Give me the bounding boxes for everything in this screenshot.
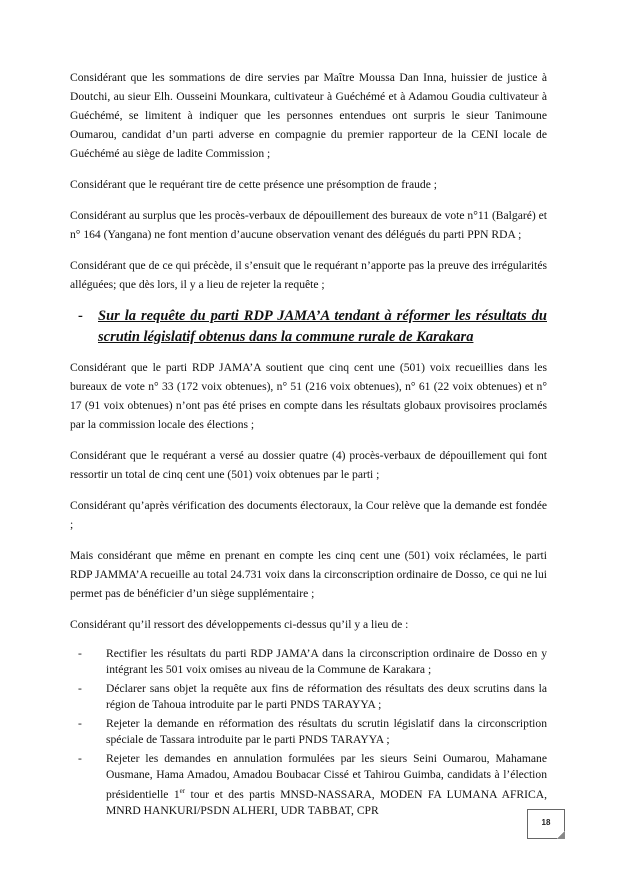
- list-item: [70, 751, 547, 819]
- list-item-text-after: tour et des partis MNSD-NASSARA, MODEN FA LUMANA AFRICA, MNRD HANKURI/PSDN ALHERI, UDR TABBAT, CPR: [106, 787, 547, 817]
- ordinal-superscript: er: [179, 787, 186, 795]
- paragraph-il-y-a-lieu: Considérant qu’il ressort des développements ci-dessus qu’il y a lieu de :: [70, 618, 409, 631]
- section-heading: [70, 306, 547, 348]
- list-item: [70, 681, 547, 713]
- paragraph-quatre-pv: Considérant que le requérant a versé au dossier quatre (4) procès-verbaux de dépouillement qui font ressortir un total de cinq cent une (501) voix obtenues par le parti ;: [70, 449, 547, 481]
- paragraph-demande-fondee: Considérant qu’après vérification des documents électoraux, la Cour relève que la demande est fondée ;: [70, 499, 547, 531]
- decision-list: [70, 646, 547, 819]
- heading-text: Sur la requête du parti RDP JAMA’A tendant à réformer les résultats du scrutin législatif obtenus dans la commune rurale de Karakara: [98, 308, 547, 345]
- list-item-text-before: Rejeter les demandes en annulation formulées par les sieurs Seini Oumarou, Mahamane Ousmane, Hama Amadou, Amadou Boubacar Cissé et Tahirou Guimba, candidats à l’élection présidentielle 1: [106, 752, 547, 801]
- list-item-text: Déclarer sans objet la requête aux fins de réformation des résultats des deux scrutins dans la région de Tahoua introduite par le parti PNDS TARAYYA ;: [106, 682, 547, 711]
- document-page: [70, 68, 547, 822]
- list-dash: -: [78, 717, 82, 730]
- page-number: 18: [527, 809, 565, 839]
- paragraph-rdp-soutient: Considérant que le parti RDP JAMA’A soutient que cinq cent une (501) voix recueillies dans les bureaux de vote n° 33 (172 voix obtenues), n° 51 (216 voix obtenues), n° 61 (22 voix obtenues) et n° 17 (91 voix obtenues) n’ont pas été prises en compte dans les résultats globaux provisoires proclamés par la commission locale des élections ;: [70, 361, 547, 431]
- paragraph-presomption: Considérant que le requérant tire de cette présence une présomption de fraude ;: [70, 178, 437, 191]
- paragraph-total-voix: Mais considérant que même en prenant en compte les cinq cent une (501) voix réclamées, le parti RDP JAMMA’A recueille au total 24.731 voix dans la circonscription ordinaire de Dosso, ce qui ne lui permet pas de bénéficier d’un siège supplémentaire ;: [70, 549, 547, 600]
- list-item-text: Rectifier les résultats du parti RDP JAMA’A dans la circonscription ordinaire de Dosso en y intégrant les 501 voix omises au niveau de la Commune de Karakara ;: [106, 647, 547, 676]
- paragraph-sommations: Considérant que les sommations de dire servies par Maître Moussa Dan Inna, huissier de justice à Doutchi, au sieur Elh. Ousseini Mounkara, cultivateur à Guéchémé et à Adamou Goudia cultivateur à Guéchémé, se limitent à indiquer que les personnes entendues ont surpris le sieur Tanimoune Oumarou, candidat d’un parti adverse en compagnie du premier rapporteur de la CENI locale de Guéchémé au siège de ladite Commission ;: [70, 71, 547, 160]
- list-dash: -: [78, 752, 82, 765]
- list-dash: -: [78, 682, 82, 695]
- list-item-text: Rejeter la demande en réformation des résultats du scrutin législatif dans la circonscription spéciale de Tassara introduite par le parti PNDS TARAYYA ;: [106, 717, 547, 746]
- list-dash: -: [78, 647, 82, 660]
- paragraph-rejet-requete: Considérant que de ce qui précède, il s’ensuit que le requérant n’apporte pas la preuve des irrégularités alléguées; que dès lors, il y a lieu de rejeter la requête ;: [70, 259, 547, 291]
- heading-dash: -: [78, 308, 83, 324]
- list-item-text: [106, 751, 547, 819]
- list-item: [70, 716, 547, 748]
- paragraph-proces-verbaux: Considérant au surplus que les procès-verbaux de dépouillement des bureaux de vote n°11 (Balgaré) et n° 164 (Yangana) ne font mention d’aucune observation venant des délégués du parti PPN RDA ;: [70, 209, 547, 241]
- list-item: [70, 646, 547, 678]
